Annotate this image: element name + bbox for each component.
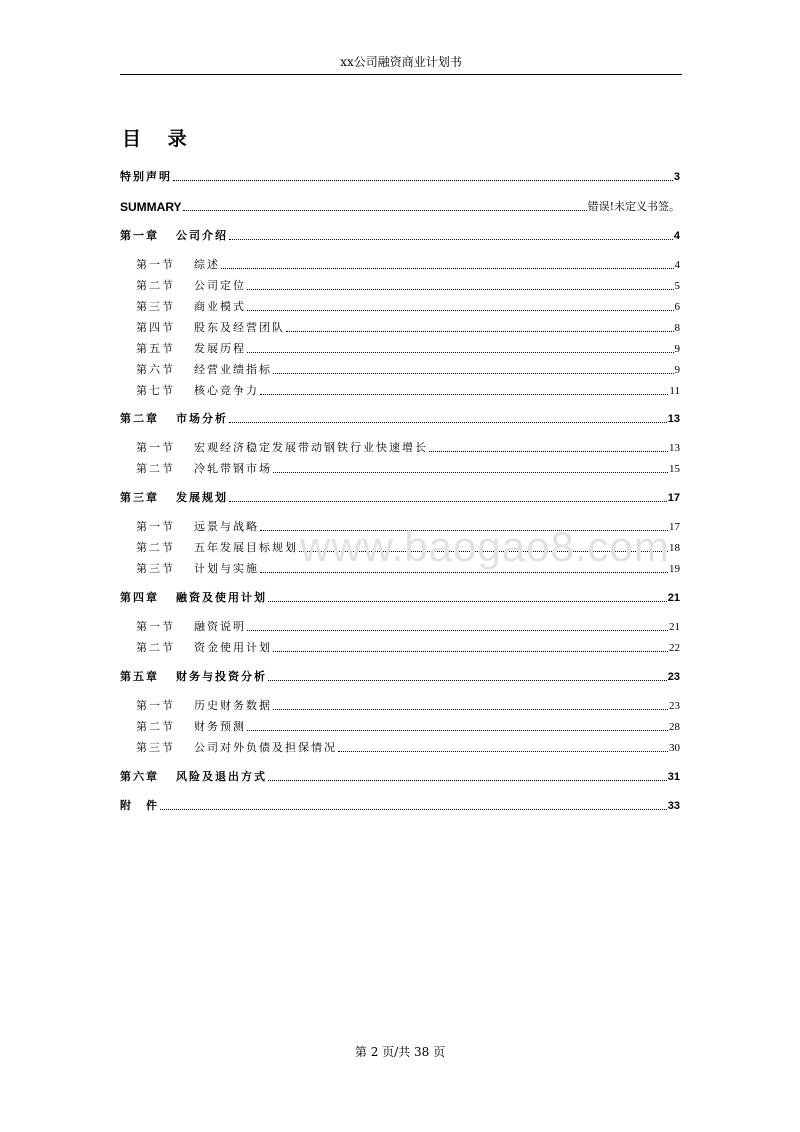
toc-section-number: 第一节 [136,699,175,712]
toc-chapter-entry[interactable] [120,668,680,684]
toc-chapter-entry[interactable] [120,797,680,813]
toc-section-number: 第一节 [136,258,175,271]
toc-section-number: 第七节 [136,384,175,397]
toc-page-number: 4 [673,230,680,242]
page-header: xx公司融资商业计划书 [340,55,462,69]
toc-dot-leader [247,630,668,631]
toc-dot-leader [260,394,668,395]
toc-page-number: 33 [667,800,680,812]
toc-entry-title: 远景与战略 [194,520,259,533]
toc-page-number: 22 [669,642,680,654]
toc-dot-leader [247,310,674,311]
toc-page-number: 8 [674,322,680,334]
toc-title: 目 录 [122,128,197,150]
toc-section-number: 第五节 [136,342,175,355]
toc-section-number: 第三章 [120,491,159,504]
toc-dot-leader [173,180,673,181]
toc-section-entry[interactable] [120,256,680,272]
toc-dot-leader [268,680,667,681]
watermark: www.baogao8.com [300,523,670,570]
toc-page-number: 23 [667,671,680,683]
toc-page-number: 30 [669,742,680,754]
toc-dot-leader [260,530,668,531]
toc-page-number: 3 [673,171,680,183]
toc-dot-leader [260,572,668,573]
toc-entry-label [120,699,272,713]
toc-page-number: 31 [667,771,680,783]
toc-entry-title: 资金使用计划 [194,641,272,654]
toc-dot-leader [247,289,674,290]
toc-entry-title: 融资说明 [194,620,246,633]
toc-section-entry[interactable] [120,618,680,634]
toc-entry-title: 发展历程 [194,342,246,355]
toc-section-entry[interactable] [120,718,680,734]
toc-entry-title: 市场分析 [176,412,228,425]
toc-entry-label [120,321,285,335]
toc-entry-label [120,641,272,655]
toc-dot-leader [229,422,667,423]
toc-entry-label [120,279,246,293]
toc-dot-leader [273,472,668,473]
toc-dot-leader [299,551,668,552]
toc-section-entry[interactable] [120,639,680,655]
toc-chapter-entry[interactable] [120,489,680,505]
toc-entry-label [120,799,159,813]
toc-entry-title: 综述 [194,258,220,271]
toc-entry-title: 计划与实施 [194,562,259,575]
toc-dot-leader [286,331,674,332]
toc-entry-title: 风险及退出方式 [176,770,267,783]
toc-section-number: 第二章 [120,412,159,425]
toc-page-number: 21 [669,621,680,633]
toc-page-number: 4 [674,259,680,271]
toc-page-number: 9 [674,343,680,355]
toc-dot-leader [229,239,673,240]
toc-entry-label [120,412,228,426]
toc-entry-label [120,384,259,398]
toc-section-number: 第一节 [136,620,175,633]
toc-entry-title: SUMMARY [120,200,182,214]
toc-section-number: 第二节 [136,541,175,554]
toc-page-number: 23 [669,700,680,712]
toc-dot-leader [429,451,668,452]
toc-section-number: 第一节 [136,441,175,454]
toc-dot-leader [338,751,668,752]
toc-entry-label [120,741,337,755]
toc-entry-label [120,441,428,455]
page-footer: 第 2 页/共 38 页 [354,1045,446,1059]
toc-entry-label [120,541,298,555]
toc-page-number: 15 [669,463,680,475]
toc-entry-title: 股东及经营团队 [194,321,285,334]
toc-chapter-entry[interactable] [120,410,680,426]
toc-entry-title: 附 件 [120,799,159,812]
toc-section-number: 第一章 [120,229,159,242]
toc-section-entry[interactable] [120,319,680,335]
toc-dot-leader [229,501,667,502]
toc-section-number: 第三节 [136,300,175,313]
toc-section-number: 第五章 [120,670,159,683]
toc-entry-label [120,720,246,734]
toc-section-entry[interactable] [120,439,680,455]
toc-section-entry[interactable] [120,697,680,713]
toc-section-number: 第四节 [136,321,175,334]
toc-dot-leader [247,352,674,353]
toc-entry-label [120,200,182,214]
toc-page-number: 18 [669,542,680,554]
toc-chapter-entry[interactable] [120,589,680,605]
toc-entry-label [120,363,272,377]
toc-dot-leader [273,373,674,374]
toc-section-entry[interactable] [120,460,680,476]
toc-dot-leader [273,709,668,710]
toc-entry-label [120,620,246,634]
toc-entry-label [120,562,259,576]
toc-entry-label [120,770,267,784]
toc-page-number: 13 [669,442,680,454]
toc-entry-title: 财务与投资分析 [176,670,267,683]
toc-section-number: 第二节 [136,279,175,292]
toc-page-number: 17 [667,492,680,504]
toc-page-number: 21 [667,592,680,604]
toc-section-number: 第六节 [136,363,175,376]
toc-section-number: 第二节 [136,462,175,475]
toc-chapter-entry[interactable] [120,768,680,784]
toc-page-number: 17 [669,521,680,533]
toc-page-number: 错误!未定义书签。 [587,200,680,213]
toc-entry-label [120,591,267,605]
toc-entry-title: 宏观经济稳定发展带动钢铁行业快速增长 [194,441,428,454]
toc-section-entry[interactable] [120,739,680,755]
toc-entry-title: 特别声明 [120,170,172,183]
toc-page-number: 19 [669,563,680,575]
toc-section-entry[interactable] [120,277,680,293]
toc-entry-label [120,300,246,314]
toc-dot-leader [268,780,667,781]
toc-dot-leader [183,210,587,211]
toc-entry-title: 五年发展目标规划 [194,541,298,554]
toc-section-number: 第三节 [136,562,175,575]
toc-section-number: 第二节 [136,720,175,733]
toc-entry-label [120,462,272,476]
toc-entry-title: 冷轧带钢市场 [194,462,272,475]
toc-section-number: 第三节 [136,741,175,754]
toc-entry-title: 商业模式 [194,300,246,313]
toc-entry-title: 公司对外负债及担保情况 [194,741,337,754]
toc-entry-title: 历史财务数据 [194,699,272,712]
toc-entry-title: 融资及使用计划 [176,591,267,604]
toc-page-number: 13 [667,413,680,425]
toc-section-entry[interactable] [120,298,680,314]
toc-section-number: 第二节 [136,641,175,654]
toc-section-entry[interactable] [120,361,680,377]
toc-section-entry[interactable] [120,539,680,555]
toc-entry-title: 发展规划 [176,491,228,504]
toc-section-number: 第一节 [136,520,175,533]
toc-chapter-entry[interactable] [120,198,680,214]
toc-entry-title: 核心竞争力 [194,384,259,397]
toc-section-number: 第六章 [120,770,159,783]
toc-section-entry[interactable] [120,518,680,534]
toc-dot-leader [247,730,668,731]
toc-section-entry[interactable] [120,382,680,398]
toc-chapter-entry[interactable] [120,227,680,243]
toc-dot-leader [160,809,667,810]
toc-entry-label [120,342,246,356]
toc-entry-label [120,258,220,272]
toc-entry-title: 经营业绩指标 [194,363,272,376]
toc-page-number: 5 [674,280,680,292]
toc-page-number: 9 [674,364,680,376]
toc-section-number: 第四章 [120,591,159,604]
toc-page-number: 28 [669,721,680,733]
toc-page-number: 11 [669,385,680,397]
toc-section-entry[interactable] [120,340,680,356]
toc-entry-title: 公司定位 [194,279,246,292]
toc-dot-leader [268,601,667,602]
toc-page-number: 6 [674,301,680,313]
toc-entry-label [120,520,259,534]
toc-entry-label [120,170,172,184]
toc-dot-leader [273,651,668,652]
toc-entry-title: 财务预测 [194,720,246,733]
toc-section-entry[interactable] [120,560,680,576]
toc-entry-title: 公司介绍 [176,229,228,242]
table-of-contents [120,0,680,1132]
toc-entry-label [120,670,267,684]
toc-dot-leader [221,268,674,269]
toc-entry-label [120,491,228,505]
toc-chapter-entry[interactable] [120,168,680,184]
toc-entry-label [120,229,228,243]
